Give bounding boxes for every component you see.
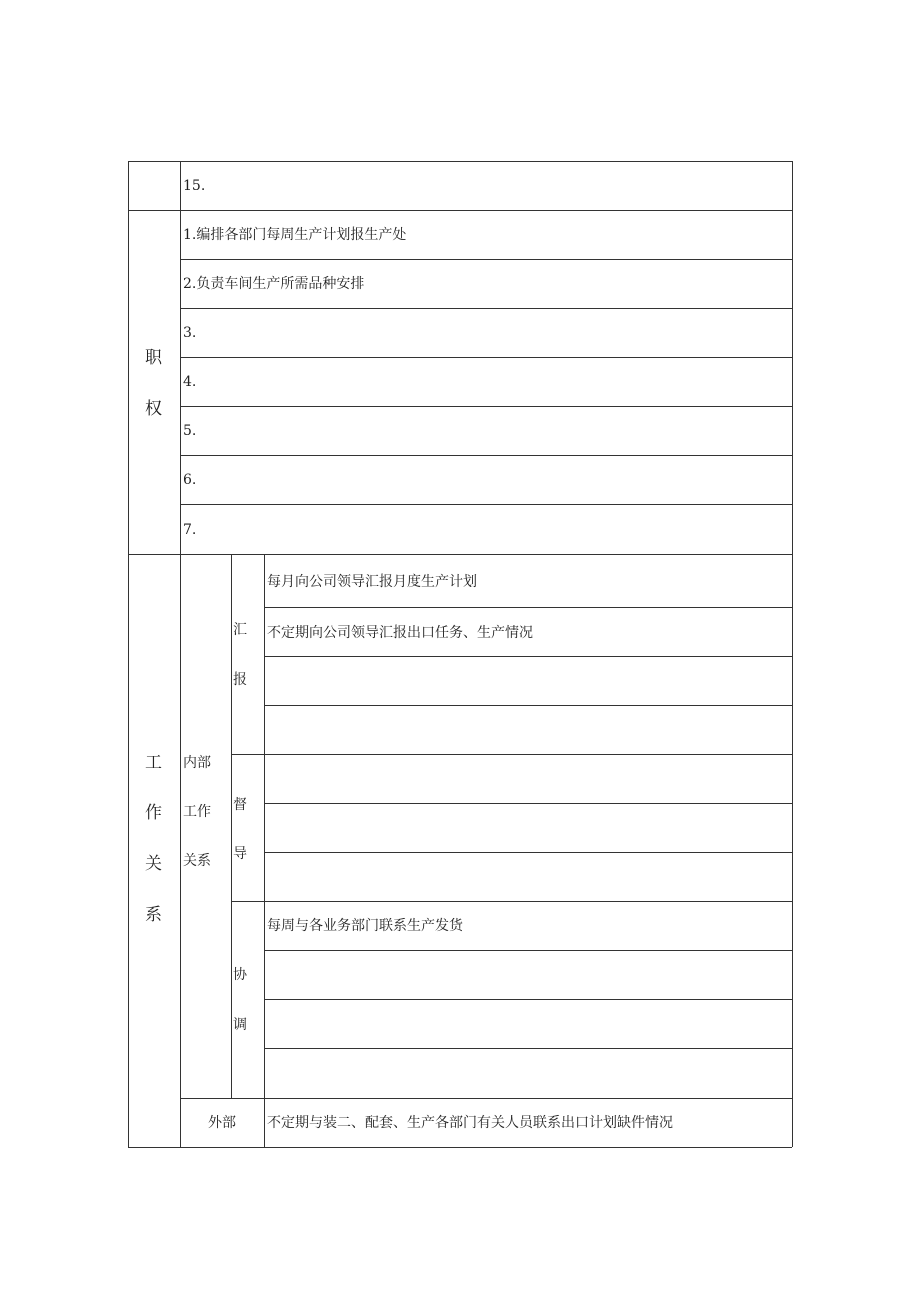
row-divider — [264, 1048, 792, 1049]
authority-item-7: 7. — [183, 522, 197, 538]
authority-item-5: 5. — [183, 423, 197, 439]
work-relations-label-char-2: 作 — [145, 803, 162, 823]
authority-item-6: 6. — [183, 472, 197, 488]
work-relations-label-char-4: 系 — [145, 905, 162, 925]
row-divider — [128, 210, 792, 211]
section-divider — [128, 554, 792, 555]
row-divider — [264, 950, 792, 951]
supervise-label-char-1: 督 — [233, 797, 247, 813]
report-label-char-1: 汇 — [233, 622, 247, 638]
external-text: 不定期与装二、配套、生产各部门有关人员联系出口计划缺件情况 — [267, 1115, 673, 1131]
internal-label-line-2: 工作 — [183, 804, 211, 820]
authority-label-char-1: 职 — [145, 348, 162, 368]
row-divider — [264, 803, 792, 804]
col-divider-2 — [231, 554, 232, 1098]
internal-label-line-3: 关系 — [183, 853, 211, 869]
authority-item-1: 1.编排各部门每周生产计划报生产处 — [183, 227, 407, 243]
row-divider — [180, 259, 792, 260]
table-right-border — [792, 161, 793, 1147]
report-label-char-2: 报 — [233, 672, 247, 688]
report-item-2: 不定期向公司领导汇报出口任务、生产情况 — [267, 625, 533, 641]
table-top-border — [128, 161, 792, 162]
authority-item-2: 2.负责车间生产所需品种安排 — [183, 276, 365, 292]
coordinate-label-char-2: 调 — [233, 1017, 247, 1033]
row-divider — [180, 308, 792, 309]
external-label: 外部 — [208, 1115, 236, 1131]
col-divider-3 — [264, 554, 265, 1147]
internal-label-line-1: 内部 — [183, 755, 211, 771]
row-divider — [180, 504, 792, 505]
authority-label-char-2: 权 — [145, 399, 162, 419]
row-divider — [264, 656, 792, 657]
coordinate-item-1: 每周与各业务部门联系生产发货 — [267, 918, 463, 934]
work-relations-label-char-3: 关 — [145, 854, 162, 874]
row-divider — [180, 357, 792, 358]
row-divider — [264, 852, 792, 853]
group-divider — [231, 901, 792, 902]
row-divider — [264, 607, 792, 608]
row-divider — [180, 406, 792, 407]
authority-item-4: 4. — [183, 374, 197, 390]
coordinate-label-char-1: 协 — [233, 967, 247, 983]
report-item-1: 每月向公司领导汇报月度生产计划 — [267, 574, 477, 590]
work-relations-label-char-1: 工 — [145, 753, 162, 773]
group-divider — [231, 754, 792, 755]
authority-item-3: 3. — [183, 325, 197, 341]
external-divider — [180, 1098, 792, 1099]
row-divider — [180, 455, 792, 456]
row-divider — [264, 705, 792, 706]
table-left-border — [128, 161, 129, 1147]
row-divider — [264, 999, 792, 1000]
top-row-text: 15. — [183, 178, 206, 194]
supervise-label-char-2: 导 — [233, 846, 247, 862]
table-bottom-border — [128, 1147, 792, 1148]
